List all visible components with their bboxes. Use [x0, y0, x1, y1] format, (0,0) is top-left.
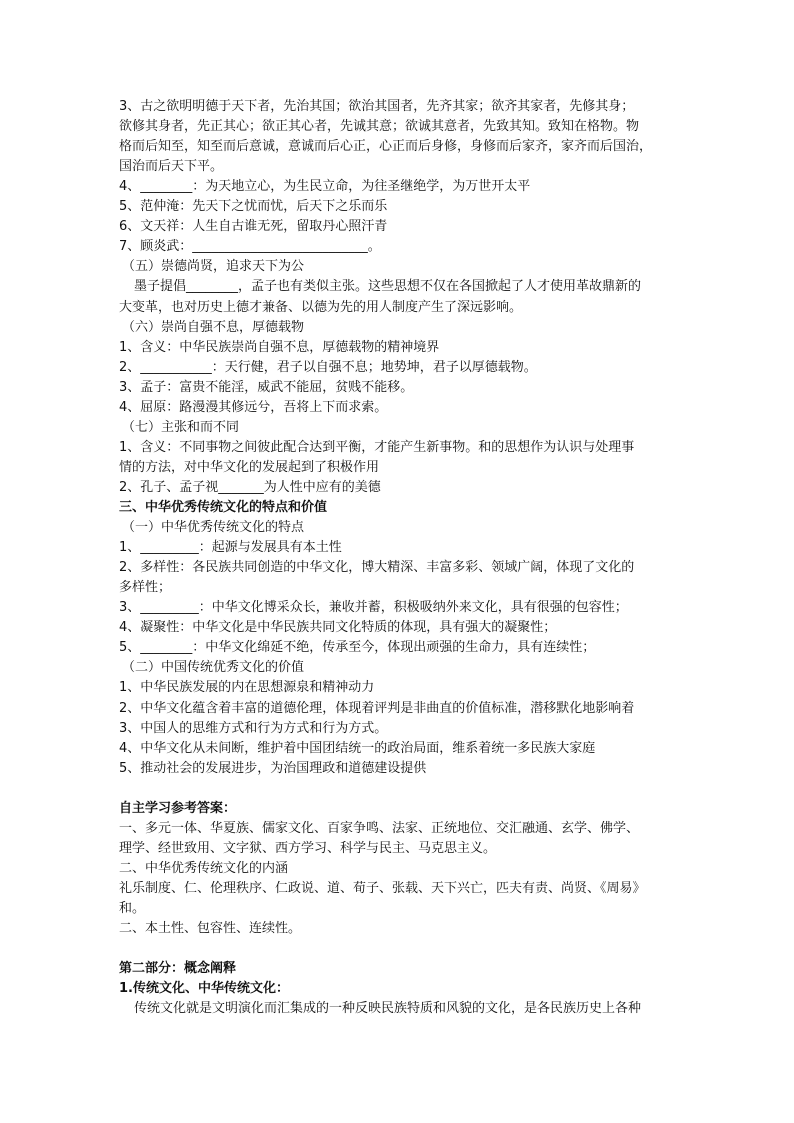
text-line: （六）崇尚自强不息，厚德载物 — [122, 320, 305, 335]
text-line: 墨子提倡________，孟子也有类似主张。这些思想不仅在各国掀起了人才使用革故鼎新的 — [134, 279, 642, 294]
text-line: 二、本土性、包容性、连续性。 — [119, 921, 302, 936]
text-line: 1、中华民族发展的内在思想源泉和精神动力 — [119, 680, 375, 695]
section-heading: 三、中华优秀传统文化的特点和价值 — [119, 500, 328, 515]
text-line: 1、_________：起源与发展具有本土性 — [119, 540, 342, 555]
text-line: 4、________：为天地立心，为生民立命，为往圣继绝学，为万世开太平 — [119, 179, 531, 194]
text-line: 3、古之欲明明德于天下者，先治其国；欲治其国者，先齐其家；欲齐其家者，先修其身； — [119, 99, 635, 114]
text-line: 1、含义：中华民族崇尚自强不息，厚德载物的精神境界 — [119, 340, 440, 355]
text-line — [119, 779, 689, 799]
text-line: 4、屈原：路漫漫其修远兮，吾将上下而求索。 — [119, 400, 388, 415]
text-line: 5、范仲淹：先天下之忧而忧，后天下之乐而乐 — [119, 199, 388, 214]
text-line: 大变革，也对历史上德才兼备、以德为先的用人制度产生了深远影响。 — [119, 300, 523, 315]
text-line — [119, 939, 689, 959]
text-line: 2、___________：天行健，君子以自强不息；地势坤，君子以厚德载物。 — [119, 360, 537, 375]
text-line: 6、文天祥：人生自古谁无死，留取丹心照汗青 — [119, 219, 388, 234]
section-heading: 自主学习参考答案： — [119, 801, 237, 816]
text-line: 多样性； — [119, 580, 172, 595]
text-line: 4、中华文化从未间断，维护着中国团结统一的政治局面，维系着统一多民族大家庭 — [119, 741, 596, 756]
text-line: 传统文化就是文明演化而汇集成的一种反映民族特质和风貌的文化，是各民族历史上各种 — [134, 1001, 642, 1016]
section-heading: 1.传统文化、中华传统文化： — [119, 981, 289, 996]
text-line: 3、_________：中华文化博采众长，兼收并蓄，积极吸纳外来文化，具有很强的包容性； — [119, 600, 628, 615]
text-line: 5、推动社会的发展进步，为治国理政和道德建设提供 — [119, 761, 427, 776]
text-line: 和。 — [119, 901, 146, 916]
text-line: （七）主张和而不同 — [122, 420, 240, 435]
text-line: 国治而后天下平。 — [119, 159, 224, 174]
text-line: （二）中国传统优秀文化的价值 — [122, 660, 305, 675]
text-line: 4、凝聚性：中华文化是中华民族共同文化特质的体现，具有强大的凝聚性； — [119, 620, 557, 635]
text-line: 2、中华文化蕴含着丰富的道德伦理，体现着评判是非曲直的价值标准，潜移默化地影响着 — [119, 701, 635, 716]
section-heading: 第二部分：概念阐释 — [119, 961, 237, 976]
text-line: 二、中华优秀传统文化的内涵 — [119, 861, 289, 876]
text-line: 理学、经世致用、文字狱、西方学习、科学与民主、马克思主义。 — [119, 841, 497, 856]
text-line: 欲修其身者，先正其心；欲正其心者，先诚其意；欲诚其意者，先致其知。致知在格物。物 — [119, 119, 640, 134]
text-line: 5、________：中华文化绵延不绝，传承至今，体现出顽强的生命力，具有连续性； — [119, 640, 596, 655]
text-line: 情的方法，对中华文化的发展起到了积极作用 — [119, 460, 380, 475]
text-line: 2、多样性：各民族共同创造的中华文化，博大精深、丰富多彩、领域广阔，体现了文化的 — [119, 560, 635, 575]
text-line: 1、含义：不同事物之间彼此配合达到平衡，才能产生新事物。和的思想作为认识与处理事 — [119, 440, 635, 455]
text-line: （一）中华优秀传统文化的特点 — [122, 520, 305, 535]
text-line: 3、孟子：富贵不能淫，威武不能屈，贫贱不能移。 — [119, 380, 414, 395]
text-line: 格而后知至，知至而后意诚，意诚而后心正，心正而后身修，身修而后家齐，家齐而后国治， — [119, 139, 653, 154]
text-line: 一、多元一体、华夏族、儒家文化、百家争鸣、法家、正统地位、交汇融通、玄学、佛学、 — [119, 821, 640, 836]
text-line: 2、孔子、孟子视_______为人性中应有的美德 — [119, 480, 381, 495]
text-line: 礼乐制度、仁、伦理秩序、仁政说、道、荀子、张载、天下兴亡，匹夫有责、尚贤、《周易》 — [119, 881, 646, 896]
text-line: 3、中国人的思维方式和行为方式和行为方式。 — [119, 721, 388, 736]
text-line: 7、顾炎武：___________________________。 — [119, 239, 381, 254]
text-line: （五）崇德尚贤，追求天下为公 — [122, 259, 305, 274]
